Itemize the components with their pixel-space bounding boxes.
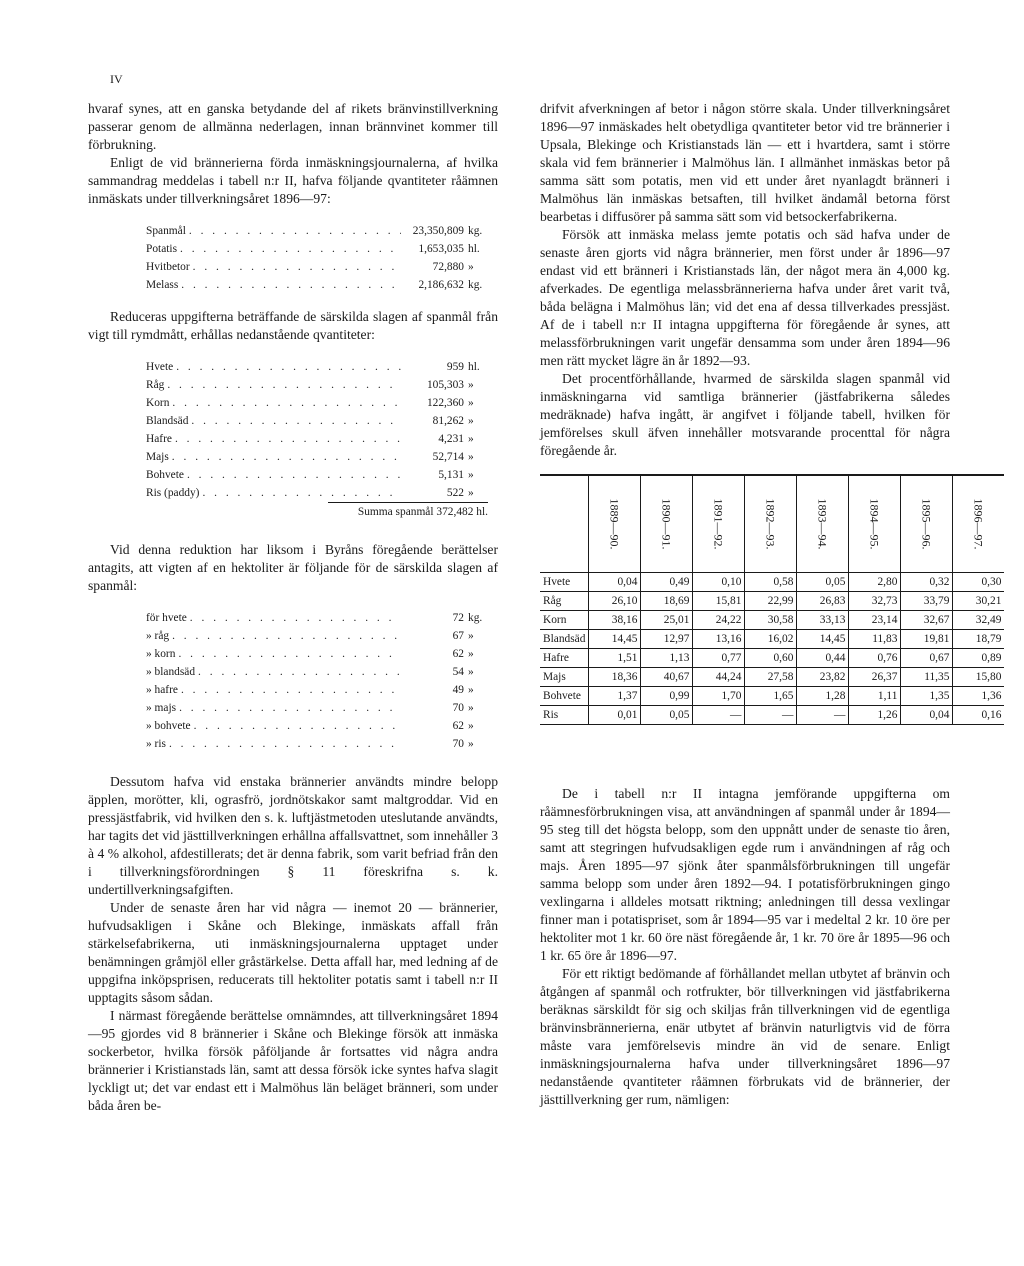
table-cell: 0,67 — [901, 649, 953, 668]
row-label: Hvete — [540, 573, 589, 592]
list-item: Hvitbetor . . . 72,880 » — [146, 258, 486, 276]
table-cell: 0,99 — [641, 687, 693, 706]
table-row — [540, 687, 1004, 706]
table-cell: 23,82 — [797, 668, 849, 687]
table-cell: 0,10 — [693, 573, 745, 592]
table-cell: 30,58 — [745, 611, 797, 630]
table-cell: 23,14 — [849, 611, 901, 630]
list-item: Hvete . . . 959 hl. — [146, 358, 486, 376]
table-row — [540, 706, 1004, 725]
table-cell: 1,35 — [901, 687, 953, 706]
table-cell: 0,01 — [589, 706, 641, 725]
table-cell: 1,28 — [797, 687, 849, 706]
table-cell: 1,36 — [953, 687, 1005, 706]
table-cell: 0,05 — [797, 573, 849, 592]
table-cell: 0,05 — [641, 706, 693, 725]
table-cell: 25,01 — [641, 611, 693, 630]
year-header: 1891—92. — [693, 475, 745, 573]
year-header: 1890—91. — [641, 475, 693, 573]
table-row — [540, 611, 1004, 630]
table-cell: 0,32 — [901, 573, 953, 592]
table-cell: 0,76 — [849, 649, 901, 668]
table-cell: 26,83 — [797, 592, 849, 611]
row-label: Korn — [540, 611, 589, 630]
year-header: 1894—95. — [849, 475, 901, 573]
table-cell: 32,49 — [953, 611, 1005, 630]
paragraph: hvaraf synes, att en ganska betydande del af rikets bränvinstillverkning passerar genom de allmänna nederlagen, innan brännvinet kommer till förbrukning. — [88, 101, 498, 152]
table-cell: 15,81 — [693, 592, 745, 611]
table-cell: 32,67 — [901, 611, 953, 630]
sum-row: Summa spanmål 372,482 hl. — [328, 502, 488, 521]
year-header: 1892—93. — [745, 475, 797, 573]
list-item: för hvete . . . 72 kg. — [146, 609, 486, 627]
table-cell: 40,67 — [641, 668, 693, 687]
paragraph: I närmast föregående berättelse omnämndes, att tillverkningsåret 1894—95 gjordes vid 8 brännerier i Skåne och Blekinge försök att inmäska sockerbetor, hvilka försök påföljande år fortsattes vid några andra brännerier i Kristianstads län, samt att dessa försök icke syntes hafva slagit lyckligt ut; det var endast ett i Malmöhus län beläget bränneri, som under båda åren be- — [88, 1008, 498, 1113]
table-cell: 12,97 — [641, 630, 693, 649]
list-item: Potatis . . . 1,653,035 hl. — [146, 240, 486, 258]
row-label: Bohvete — [540, 687, 589, 706]
table-cell: 0,30 — [953, 573, 1005, 592]
list-item: Spanmål . . . 23,350,809 kg. — [146, 222, 486, 240]
table-cell: 18,36 — [589, 668, 641, 687]
table-cell: 0,60 — [745, 649, 797, 668]
table-cell: 0,58 — [745, 573, 797, 592]
table-cell: — — [745, 706, 797, 725]
list-item: » hafre . . . 49 » — [146, 681, 486, 699]
table-cell: 1,13 — [641, 649, 693, 668]
list-item: Ris (paddy) . . . 522 » — [146, 484, 486, 502]
paragraph: Försök att inmäska melass jemte potatis och säd hafva under de senaste åren gjorts vid några brännerier, men först under år 1896—97 endast vid ett bränneri i Kristianstads län, der något mera än 4,000 kg. afverkades. De egentliga melassbrännerierna hafva under året varit två, båda belägna i Malmöhus län; vid det ena af dessa tillverkades pressjäst. Af de i tabell n:r II intagna uppgifterna för föregående år synes, att melassförbrukningen varit ungefär densamma som under åren 1894—96 men rätt mycket lägre än år 1892—93. — [540, 227, 950, 368]
list-item: Korn . . . 122,360 » — [146, 394, 486, 412]
page-number: IV — [110, 72, 123, 86]
paragraph: Det procentförhållande, hvarmed de särskilda slagen spanmål vid inmäskningarna vid samtliga brännerier (jästfabrikerna således medräknade) hafva ingått, är angifvet i följande tabell, hvilken för jemförelses skull äfven innehåller motsvarande procenttal för några föregående år. — [540, 371, 950, 458]
list-item: Bohvete . . . 5,131 » — [146, 466, 486, 484]
table-cell: — — [797, 706, 849, 725]
table-cell: 11,35 — [901, 668, 953, 687]
list-item: » blandsäd . . . 54 » — [146, 663, 486, 681]
row-label: Hafre — [540, 649, 589, 668]
table-row — [540, 668, 1004, 687]
table-cell: 24,22 — [693, 611, 745, 630]
list-item: Melass . . . 2,186,632 kg. — [146, 276, 486, 294]
table-cell: 0,16 — [953, 706, 1005, 725]
hectoliter-weight-list — [146, 609, 486, 753]
table-row — [540, 630, 1004, 649]
table-cell: 11,83 — [849, 630, 901, 649]
list-item: » korn . . . 62 » — [146, 645, 486, 663]
table-cell: 0,04 — [901, 706, 953, 725]
raw-materials-list — [146, 222, 486, 294]
table-cell: 0,44 — [797, 649, 849, 668]
table-cell: 44,24 — [693, 668, 745, 687]
table-cell: 0,04 — [589, 573, 641, 592]
paragraph: Vid denna reduktion har liksom i Byråns föregående berättelser antagits, att vigten af en hektoliter är följande för de särskilda slagen af spanmål: — [88, 542, 498, 593]
list-item: » råg . . . 67 » — [146, 627, 486, 645]
table-cell: 1,51 — [589, 649, 641, 668]
table-cell: 32,73 — [849, 592, 901, 611]
table-cell: 19,81 — [901, 630, 953, 649]
table-cell: 33,13 — [797, 611, 849, 630]
table-cell: 30,21 — [953, 592, 1005, 611]
table-cell: 1,26 — [849, 706, 901, 725]
table-cell: 0,49 — [641, 573, 693, 592]
list-item: » majs . . . 70 » — [146, 699, 486, 717]
table-cell: 1,37 — [589, 687, 641, 706]
paragraph: Dessutom hafva vid enstaka brännerier användts mindre belopp äpplen, morötter, kli, ograsfrö, jordnötskakor samt maltgroddar. Vid en pressjästfabrik, vid hvilken den s. k. luftjästmetoden uteslutande användts, har tagits det vid jästtillverkningen erhållna affallsvattnet, som innehåller 3 à 4 % alkohol, afdestillerats; det är denna fabrik, som varit befriad från den i tillverkningsförordningen § 11 föreskrifna s. k. undertillverkningsafgiften. — [88, 774, 498, 897]
table-cell: 1,11 — [849, 687, 901, 706]
table-cell: 26,37 — [849, 668, 901, 687]
row-label: Blandsäd — [540, 630, 589, 649]
row-label: Ris — [540, 706, 589, 725]
table-cell: 27,58 — [745, 668, 797, 687]
paragraph: Under de senaste åren har vid några — inemot 20 — brännerier, hufvudsakligen i Skåne och Blekinge, inmäskats affall från stärkelsefabrikerna, uti inmäskningsjournalerna upptaget under benämningen gråmjöl eller gråstärkelse. Detta affall har, med ledning af de uppgifna inköpsprisen, reducerats till hektoliter potatis samt i tabell n:r II upptagits såsom sådan. — [88, 900, 498, 1005]
table-row — [540, 573, 1004, 592]
table-cell: 1,70 — [693, 687, 745, 706]
list-item: Råg . . . 105,303 » — [146, 376, 486, 394]
table-cell: 15,80 — [953, 668, 1005, 687]
row-label: Råg — [540, 592, 589, 611]
year-header: 1893—94. — [797, 475, 849, 573]
table-cell: 0,89 — [953, 649, 1005, 668]
table-cell: 33,79 — [901, 592, 953, 611]
paragraph: Enligt de vid brännerierna förda inmäskningsjournalerna, af hvilka sammandrag meddelas i tabell n:r II, hafva följande qvantiteter råämnen inmäskats under tillverkningsåret 1896—97: — [88, 155, 498, 206]
paragraph: De i tabell n:r II intagna jemförande uppgifterna om råämnesförbrukningen visa, att användningen af spanmål under år 1894—95 steg till det högsta belopp, som den uppnått under de senaste tio åren, samt att stegringen hufvudsakligen egde rum i användningen af råg och majs. Åren 1895—97 sjönk åter spanmålsförbrukningen till ungefär samma belopp som under åren 1892—94. I potatisförbrukningen gingo vexlingarna i alldeles motsatt riktning; anledningen till dessa vexlingar finner man i potatispriset, som år 1894—95 var i medeltal 2 kr. 10 öre per hektoliter mot 1 kr. 60 öre näst föregående år, 1 kr. 70 öre år 1895—96 och 1 kr. 65 öre år 1896—97. — [540, 786, 950, 963]
table-cell: 18,69 — [641, 592, 693, 611]
table-cell: 38,16 — [589, 611, 641, 630]
list-item: » bohvete . . . 62 » — [146, 717, 486, 735]
paragraph: drifvit afverkningen af betor i någon större skala. Under tillverkningsåret 1896—97 inmäskades helt obetydliga qvantiteter betor vid tre brännerier i Upsala, Blekinge och Kristianstads län — ett i hvartdera, samt i större skala vid fem brännerier i Malmöhus län. I allmänhet inmäskas betor på samma sätt som potatis, men vid ett under året nyanlagdt bränneri i Malmöhus län inmäskas betsaften, till hvilket ändamål betorna först bearbetas i diffusörer på samma sätt som vid betsockerfabrikerna. — [540, 101, 950, 224]
list-item: » ris . . . 70 » — [146, 735, 486, 753]
list-item: Hafre . . . 4,231 » — [146, 430, 486, 448]
table-cell: 14,45 — [797, 630, 849, 649]
percentage-table — [540, 474, 1004, 725]
table-cell: 13,16 — [693, 630, 745, 649]
table-row — [540, 592, 1004, 611]
table-cell: 22,99 — [745, 592, 797, 611]
list-item: Majs . . . 52,714 » — [146, 448, 486, 466]
grain-volume-list — [146, 358, 486, 502]
row-label: Majs — [540, 668, 589, 687]
left-column — [88, 100, 498, 1115]
table-cell: 18,79 — [953, 630, 1005, 649]
table-cell: 0,77 — [693, 649, 745, 668]
right-column — [540, 100, 1002, 1109]
table-cell: 14,45 — [589, 630, 641, 649]
table-row — [540, 649, 1004, 668]
list-item: Blandsäd . . . 81,262 » — [146, 412, 486, 430]
table-cell: 2,80 — [849, 573, 901, 592]
year-header: 1889—90. — [589, 475, 641, 573]
table-cell: 1,65 — [745, 687, 797, 706]
paragraph: För ett riktigt bedömande af förhållandet mellan utbytet af bränvin och åtgången af spanmål och rotfrukter, bör tillverkningen vid jästfabrikerna beräknas särskildt för sig och skiljas från tillverkningen vid de egentliga bränvinsbrännerierna, enär utbytet af bränvin naturligtvis vid de förra måste vara jemförelsevis mindre än vid de senare. Enligt inmäskningsjournalerna hafva under tillverkningsåret 1896—97 nedanstående qvantiteter råämnen förbrukats vid de brännerier, der jästtillverkning ger rum, nämligen: — [540, 966, 950, 1107]
year-header: 1896—97. — [953, 475, 1005, 573]
table-cell: 26,10 — [589, 592, 641, 611]
year-header: 1895—96. — [901, 475, 953, 573]
table-cell: 16,02 — [745, 630, 797, 649]
paragraph: Reduceras uppgifterna beträffande de särskilda slagen af spanmål från vigt till rymdmått, erhållas nedanstående qvantiteter: — [88, 309, 498, 342]
table-cell: — — [693, 706, 745, 725]
